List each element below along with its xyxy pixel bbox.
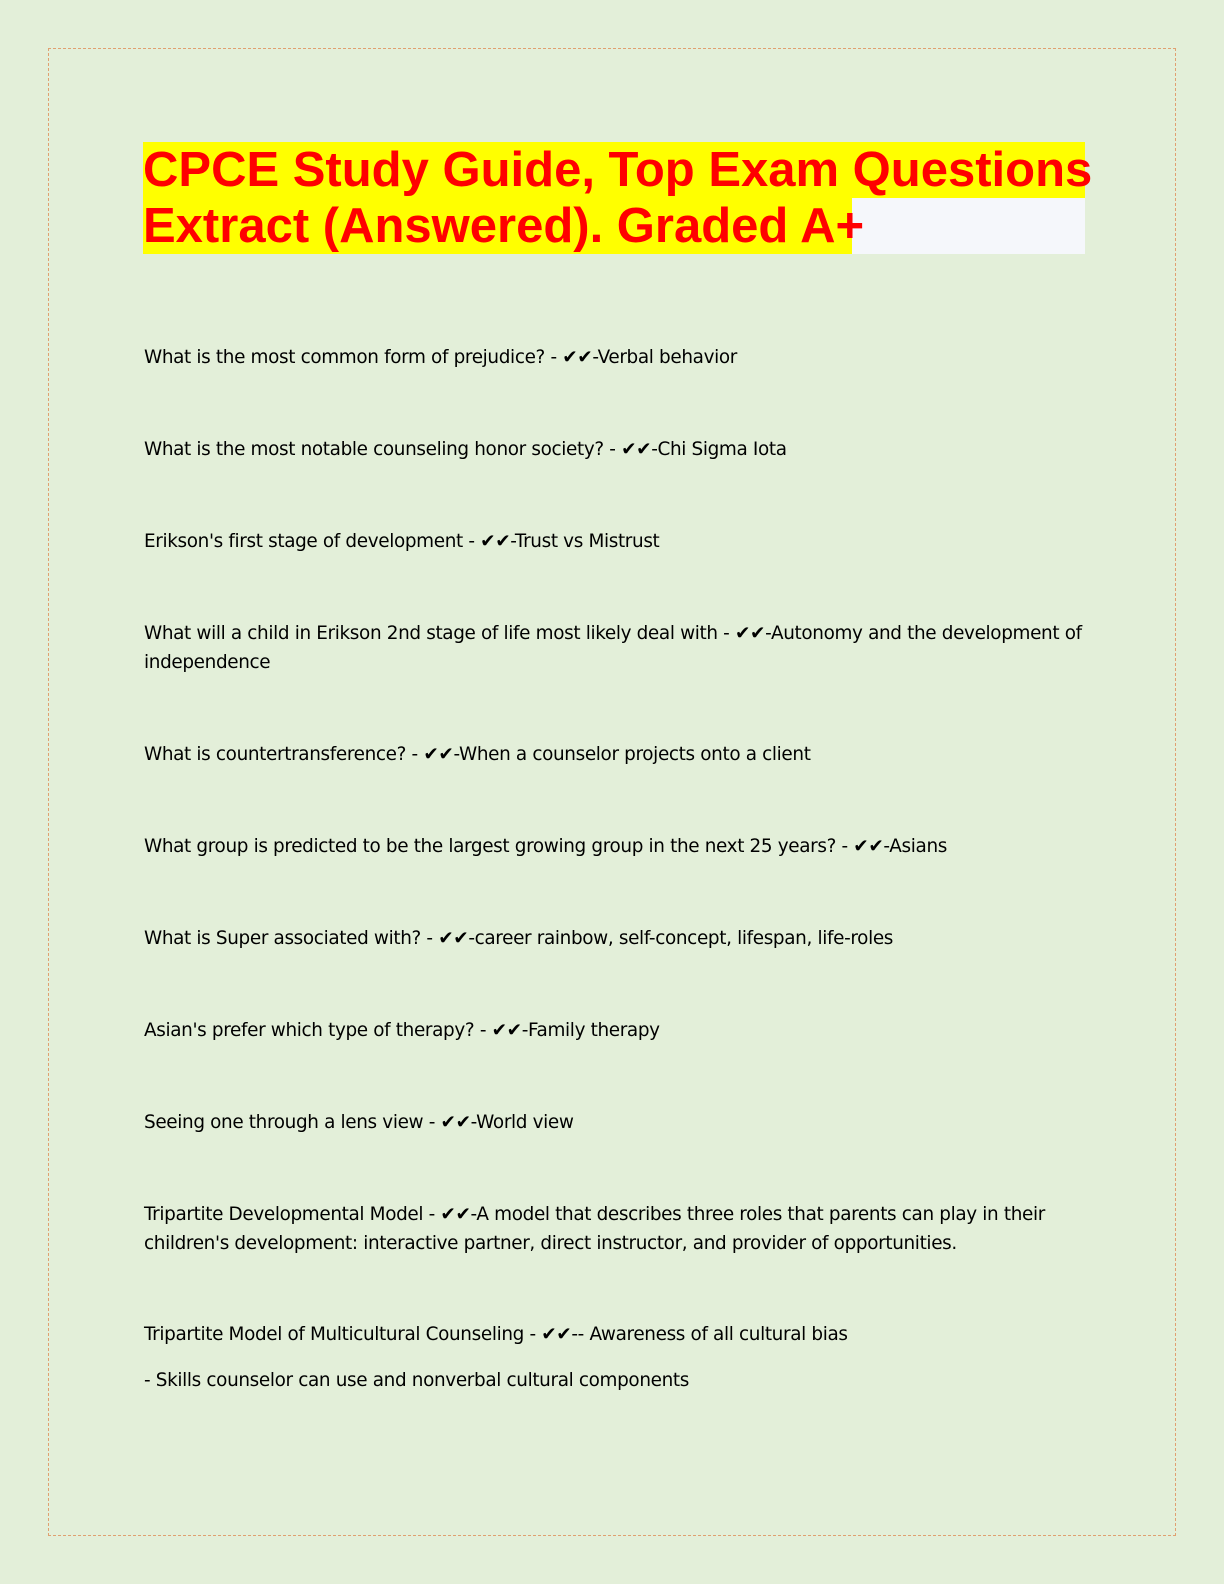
- double-check-icon: ✔✔: [853, 836, 884, 857]
- double-check-icon: ✔✔: [621, 439, 652, 460]
- question-text: What is the most common form of prejudice? -: [144, 347, 563, 368]
- qa-continuation: - Skills counselor can use and nonverbal cultural components: [144, 1370, 689, 1391]
- question-text: What is the most notable counseling honor society? -: [144, 439, 622, 460]
- answer-text: -World view: [470, 1112, 574, 1133]
- question-text: Erikson's first stage of development -: [144, 531, 481, 552]
- question-text: Tripartite Model of Multicultural Counseling -: [144, 1324, 542, 1345]
- double-check-icon: ✔✔: [440, 1204, 471, 1225]
- qa-item: [144, 527, 1084, 556]
- double-check-icon: ✔✔: [491, 1020, 522, 1041]
- answer-text: -When a counselor projects onto a client: [453, 744, 811, 765]
- answer-text: -career rainbow, self-concept, lifespan, life-roles: [468, 928, 894, 949]
- question-text: Asian's prefer which type of therapy? -: [144, 1020, 492, 1041]
- double-check-icon: ✔✔: [562, 347, 593, 368]
- double-check-icon: ✔✔: [734, 623, 766, 644]
- double-check-icon: ✔✔: [541, 1324, 572, 1345]
- question-text: Seeing one through a lens view -: [144, 1112, 441, 1133]
- answer-text: -Trust vs Mistrust: [510, 531, 660, 552]
- title-line-2: Extract (Answered). Graded A+: [143, 199, 865, 253]
- answer-text: -A model that describes three roles that parents can play in their children's development: interactive partner, direct instructor, and provider of opportunities.: [144, 1204, 1051, 1254]
- double-check-icon: ✔✔: [480, 531, 511, 552]
- qa-item: [144, 924, 1084, 953]
- question-text: What is Super associated with? -: [144, 928, 439, 949]
- qa-item: [144, 1320, 1084, 1349]
- double-check-icon: ✔✔: [440, 1112, 471, 1133]
- question-text: What is countertransference? -: [144, 744, 424, 765]
- answer-text: -Family therapy: [521, 1020, 660, 1041]
- qa-item: [144, 1108, 1084, 1137]
- qa-item: [144, 619, 1088, 677]
- answer-text: -- Awareness of all cultural bias: [571, 1324, 848, 1345]
- answer-text: -Autonomy and the development of independence: [144, 623, 1088, 673]
- qa-item: [144, 1016, 1084, 1045]
- title-line-1: CPCE Study Guide, Top Exam Questions: [143, 143, 1093, 197]
- double-check-icon: ✔✔: [438, 928, 469, 949]
- qa-item: [144, 832, 1084, 861]
- double-check-icon: ✔✔: [423, 744, 454, 765]
- page-border: [48, 48, 1176, 1536]
- question-text: What will a child in Erikson 2nd stage of life most likely deal with -: [144, 623, 735, 644]
- document-title: [143, 142, 1093, 254]
- qa-item: [144, 1200, 1084, 1258]
- question-text: Tripartite Developmental Model -: [144, 1204, 441, 1225]
- answer-text: -Chi Sigma Iota: [651, 439, 787, 460]
- qa-item: [144, 740, 1084, 769]
- qa-item: [144, 343, 1084, 372]
- answer-text: -Verbal behavior: [592, 347, 737, 368]
- question-text: What group is predicted to be the largest growing group in the next 25 years? -: [144, 836, 854, 857]
- answer-text: -Asians: [883, 836, 947, 857]
- qa-item: [144, 435, 1084, 464]
